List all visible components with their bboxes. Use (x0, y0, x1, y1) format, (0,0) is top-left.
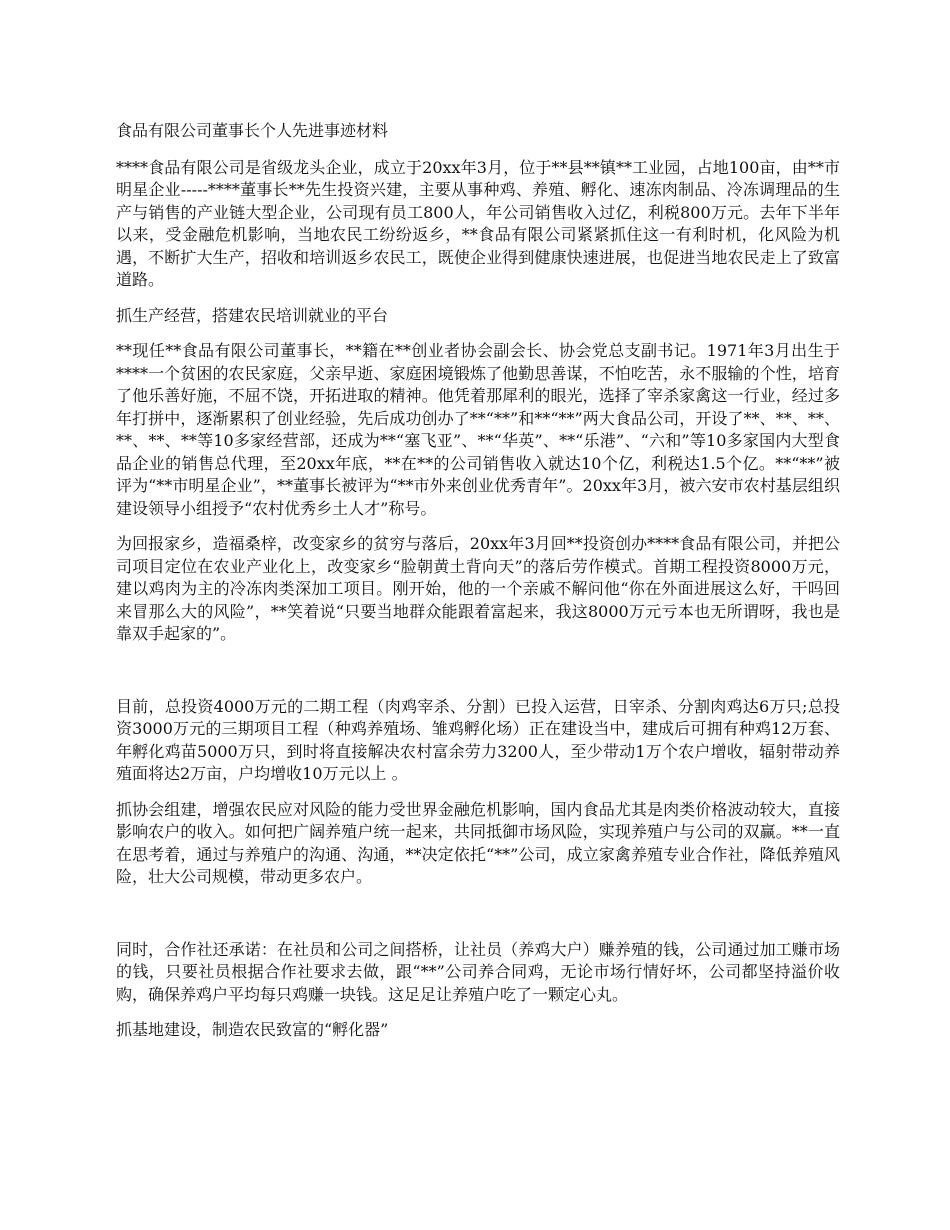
paragraph-return-hometown: 为回报家乡，造福桑梓，改变家乡的贫穷与落后，20xx年3月回**投资创办****食品有限公司，并把公司项目定位在农业产业化上，改变家乡“脸朝黄土背向天”的落后劳作模式。首期工程投资8000万元，建以鸡肉为主的冷冻肉类深加工项目。刚开始，他的一个亲戚不解问他“你在外面进展这么好，干吗回来冒那么大的风险”，**笑着说“只要当地群众能跟着富起来，我这8000万元亏本也无所谓呀，我也是靠双手起家的”。 (116, 534, 840, 643)
section-heading-production: 抓生产经营，搭建农民培训就业的平台 (116, 305, 389, 325)
paragraph-chairman-bio: **现任**食品有限公司董事长，**籍在**创业者协会副会长、协会党总支副书记。1971年3月出生于****一个贫困的农民家庭，父亲早逝、家庭困境锻炼了他勤思善谋，不怕吃苦，永不服输的个性，培育了他乐善好施，不屈不饶，开拓进取的精神。他凭着那犀利的眼光，选择了宰杀家禽这一行业，经过多年打拼中，逐渐累积了创业经验，先后成功创办了**“**”和**“**”两大食品公司，开设了**、**、**、**、**、**等10多家经营部，还成为**“塞飞亚”、**“华英”、**“乐港”、“六和”等10多家国内大型食品企业的销售总代理，至20xx年底，**在**的公司销售收入就达10个亿，利税达1.5个亿。**“**”被评为“**市明星企业”，**董事长被评为“**市外来创业优秀青年”。20xx年3月，被六安市农村基层组织建设领导小组授予“农村优秀乡土人才”称号。 (116, 341, 840, 518)
paragraph-cooperative-promise: 同时，合作社还承诺：在社员和公司之间搭桥，让社员（养鸡大户）赚养殖的钱，公司通过加工赚市场的钱，只要社员根据合作社要求去做，跟“**”公司养合同鸡，无论市场行情好坏，公司都坚持溢价收购，确保养鸡户平均每只鸡赚一块钱。这足足让养殖户吃了一颗定心丸。 (116, 939, 840, 1004)
paragraph-cooperative: 抓协会组建，增强农民应对风险的能力受世界金融危机影响，国内食品尤其是肉类价格波动较大，直接影响农户的收入。如何把广阔养殖户统一起来，共同抵御市场风险，实现养殖户与公司的双赢。**一直在思考着，通过与养殖户的沟通、沟通，**决定依托“**”公司，成立家禽养殖专业合作社，降低养殖风险，壮大公司规模，带动更多农户。 (116, 799, 840, 886)
section-heading-base-construction: 抓基地建设，制造农民致富的“孵化器” (116, 1020, 389, 1039)
document-body (116, 120, 840, 1055)
paragraph-spacer (116, 902, 840, 939)
paragraph-project-phases: 目前，总投资4000万元的二期工程（肉鸡宰杀、分割）已投入运营，日宰杀、分割肉鸡达6万只;总投资3000万元的三期项目工程（种鸡养殖场、雏鸡孵化场）正在建设当中，建成后可拥有种鸡12万套、年孵化鸡苗5000万只，到时将直接解决农村富余劳力3200人，至少带动1万个农户增收，辐射带动养殖面将达2万亩，户均增收10万元以上 。 (116, 696, 840, 783)
document-title: 食品有限公司董事长个人先进事迹材料 (116, 121, 389, 140)
paragraph-intro: ****食品有限公司是省级龙头企业，成立于20xx年3月，位于**县**镇**工业园，占地100亩，由**市明星企业-----****董事长**先生投资兴建，主要从事种鸡、养殖、孵化、速冻肉制品、冷冻调理品的生产与销售的产业链大型企业，公司现有员工800人，年公司销售收入过亿，利税800万元。去年下半年以来，受金融危机影响，当地农民工纷纷返乡，**食品有限公司紧紧抓住这一有利时机，化风险为机遇，不断扩大生产，招收和培训返乡农民工，既使企业得到健康快速进展，也促进当地农民走上了致富道路。 (116, 157, 840, 289)
paragraph-spacer (116, 659, 840, 696)
